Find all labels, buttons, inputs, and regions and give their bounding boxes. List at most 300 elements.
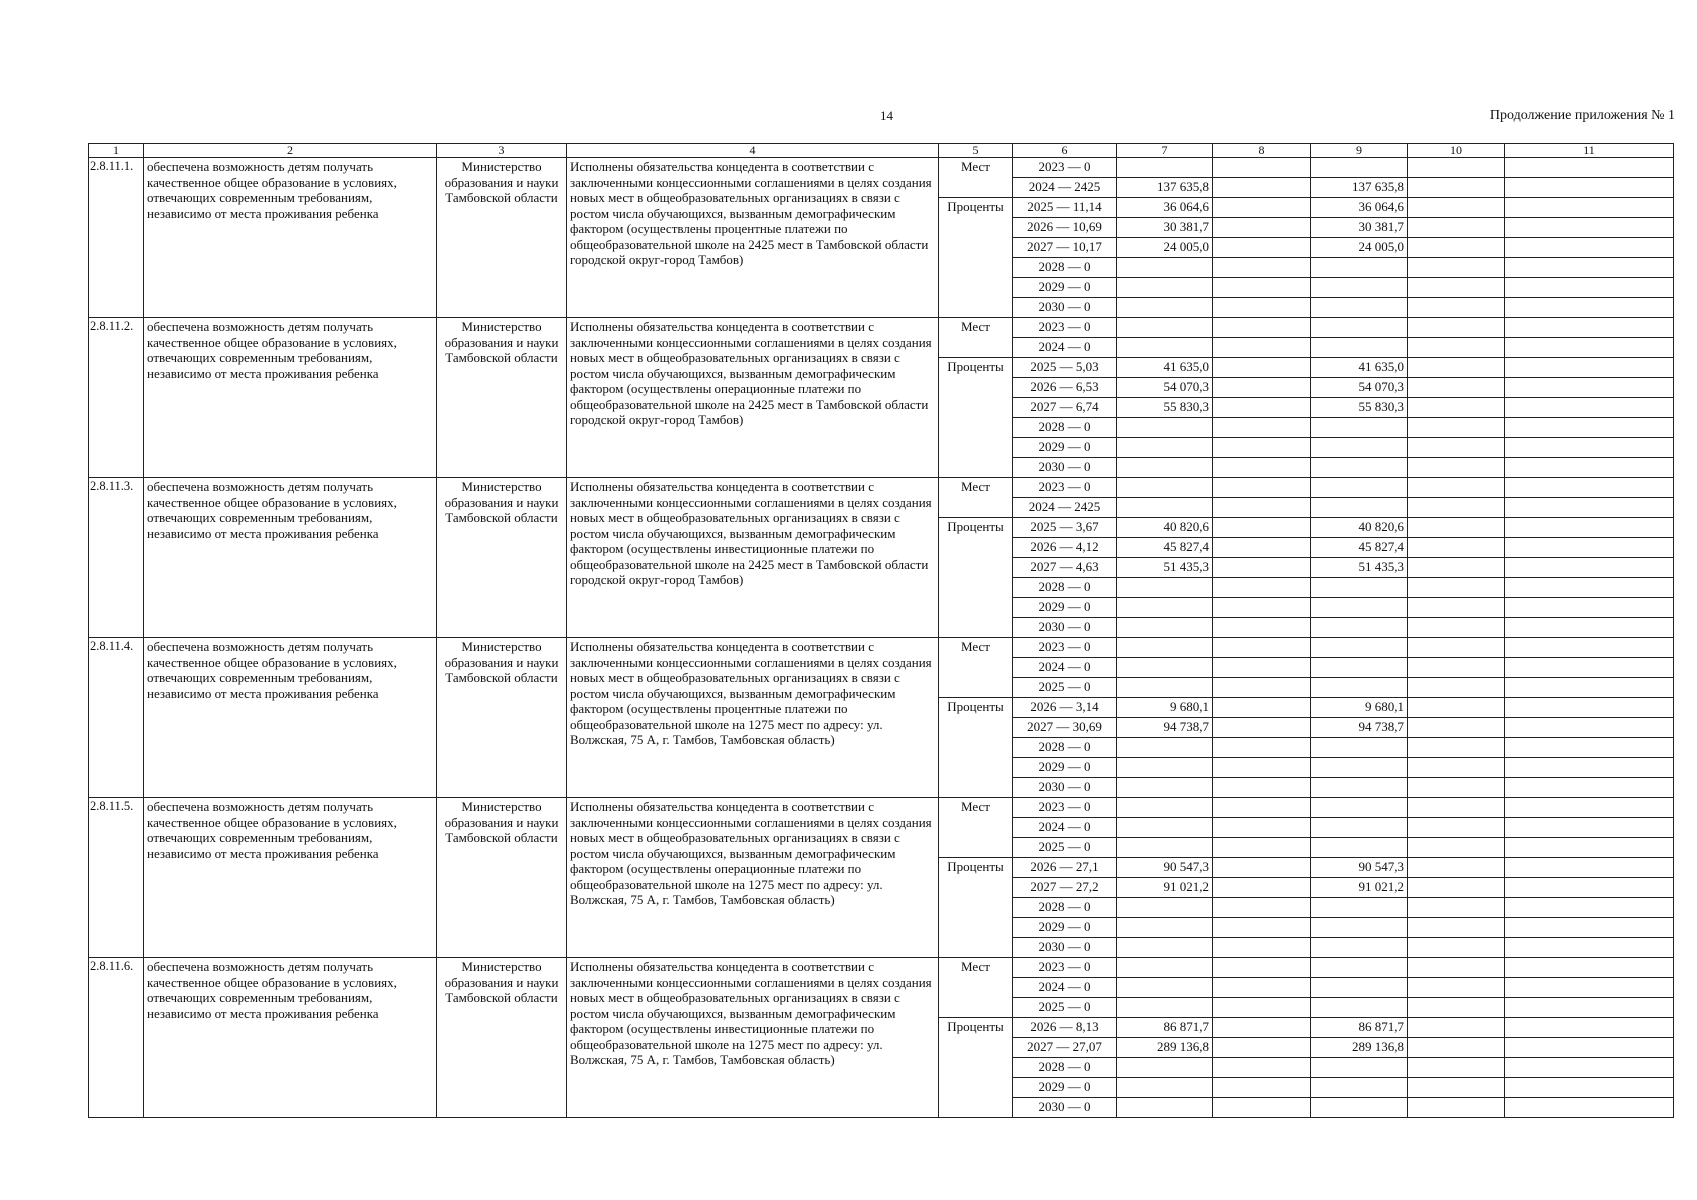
column-7-cell <box>1117 318 1213 338</box>
column-8-cell <box>1213 978 1311 998</box>
column-10-cell <box>1408 938 1505 958</box>
column-7-cell <box>1117 658 1213 678</box>
column-11-cell <box>1505 318 1674 338</box>
column-9-cell <box>1311 778 1408 798</box>
column-7-cell: 36 064,6 <box>1117 198 1213 218</box>
column-8-cell <box>1213 698 1311 718</box>
column-11-cell <box>1505 338 1674 358</box>
column-10-cell <box>1408 298 1505 318</box>
column-7-cell: 45 827,4 <box>1117 538 1213 558</box>
measures-table <box>88 143 1674 1118</box>
column-11-cell <box>1505 838 1674 858</box>
column-number: 3 <box>437 144 567 158</box>
column-8-cell <box>1213 498 1311 518</box>
table-row <box>89 158 1674 178</box>
year-value-cell: 2024 — 0 <box>1013 818 1117 838</box>
column-11-cell <box>1505 398 1674 418</box>
column-9-cell <box>1311 278 1408 298</box>
year-value-cell: 2025 — 0 <box>1013 678 1117 698</box>
table-row <box>89 478 1674 498</box>
column-8-cell <box>1213 918 1311 938</box>
column-10-cell <box>1408 1058 1505 1078</box>
column-8-cell <box>1213 1018 1311 1038</box>
column-8-cell <box>1213 818 1311 838</box>
column-11-cell <box>1505 218 1674 238</box>
column-7-cell: 137 635,8 <box>1117 178 1213 198</box>
year-value-cell: 2027 — 4,63 <box>1013 558 1117 578</box>
column-8-cell <box>1213 718 1311 738</box>
column-9-cell <box>1311 678 1408 698</box>
unit-places-cell: Мест <box>939 798 1013 858</box>
column-11-cell <box>1505 958 1674 978</box>
column-11-cell <box>1505 158 1674 178</box>
column-7-cell <box>1117 338 1213 358</box>
column-9-cell: 51 435,3 <box>1311 558 1408 578</box>
column-11-cell <box>1505 998 1674 1018</box>
column-7-cell <box>1117 798 1213 818</box>
year-value-cell: 2026 — 8,13 <box>1013 1018 1117 1038</box>
column-8-cell <box>1213 878 1311 898</box>
year-value-cell: 2024 — 0 <box>1013 978 1117 998</box>
column-9-cell <box>1311 598 1408 618</box>
column-7-cell <box>1117 978 1213 998</box>
column-7-cell <box>1117 678 1213 698</box>
column-7-cell: 40 820,6 <box>1117 518 1213 538</box>
column-9-cell <box>1311 258 1408 278</box>
column-10-cell <box>1408 498 1505 518</box>
column-7-cell: 51 435,3 <box>1117 558 1213 578</box>
year-value-cell: 2026 — 6,53 <box>1013 378 1117 398</box>
column-11-cell <box>1505 258 1674 278</box>
result-cell: Исполнены обязательства концедента в соответствии с заключенными концессионными соглашениями в целях создания новых мест в общеобразовательных организациях в связи с ростом числа обучающихся, вызванным демографическим фактором (осуществлены процентные платежи по общеобразовательной школе на 1275 мест по адресу: ул. Волжская, 75 А, г. Тамбов, Тамбовская область) <box>567 638 939 798</box>
column-7-cell <box>1117 758 1213 778</box>
unit-places-cell: Мест <box>939 158 1013 198</box>
year-value-cell: 2023 — 0 <box>1013 958 1117 978</box>
column-number: 10 <box>1408 144 1505 158</box>
year-value-cell: 2026 — 10,69 <box>1013 218 1117 238</box>
column-11-cell <box>1505 858 1674 878</box>
column-9-cell <box>1311 158 1408 178</box>
column-7-cell: 41 635,0 <box>1117 358 1213 378</box>
column-8-cell <box>1213 318 1311 338</box>
column-10-cell <box>1408 558 1505 578</box>
column-9-cell <box>1311 418 1408 438</box>
column-7-cell <box>1117 918 1213 938</box>
column-11-cell <box>1505 198 1674 218</box>
column-10-cell <box>1408 958 1505 978</box>
column-7-cell: 94 738,7 <box>1117 718 1213 738</box>
year-value-cell: 2025 — 0 <box>1013 998 1117 1018</box>
column-9-cell <box>1311 478 1408 498</box>
column-11-cell <box>1505 298 1674 318</box>
year-value-cell: 2029 — 0 <box>1013 598 1117 618</box>
column-11-cell <box>1505 358 1674 378</box>
column-11-cell <box>1505 378 1674 398</box>
column-9-cell <box>1311 958 1408 978</box>
column-10-cell <box>1408 978 1505 998</box>
column-number: 5 <box>939 144 1013 158</box>
column-8-cell <box>1213 758 1311 778</box>
column-8-cell <box>1213 858 1311 878</box>
description-cell: обеспечена возможность детям получать качественное общее образование в условиях, отвечающих современным требованиям, независимо от места проживания ребенка <box>144 478 437 638</box>
column-10-cell <box>1408 878 1505 898</box>
column-8-cell <box>1213 478 1311 498</box>
column-9-cell <box>1311 318 1408 338</box>
column-8-cell <box>1213 158 1311 178</box>
year-value-cell: 2028 — 0 <box>1013 258 1117 278</box>
column-11-cell <box>1505 798 1674 818</box>
column-9-cell: 90 547,3 <box>1311 858 1408 878</box>
unit-percent-cell: Проценты <box>939 198 1013 318</box>
column-10-cell <box>1408 398 1505 418</box>
unit-places-cell: Мест <box>939 958 1013 1018</box>
column-9-cell: 45 827,4 <box>1311 538 1408 558</box>
column-9-cell <box>1311 918 1408 938</box>
column-9-cell <box>1311 458 1408 478</box>
column-7-cell <box>1117 898 1213 918</box>
column-10-cell <box>1408 738 1505 758</box>
column-number: 7 <box>1117 144 1213 158</box>
description-cell: обеспечена возможность детям получать качественное общее образование в условиях, отвечающих современным требованиям, независимо от места проживания ребенка <box>144 638 437 798</box>
column-7-cell <box>1117 638 1213 658</box>
year-value-cell: 2029 — 0 <box>1013 278 1117 298</box>
continuation-label: Продолжение приложения № 1 <box>1489 108 1675 123</box>
row-number-cell: 2.8.11.5. <box>89 798 144 958</box>
column-8-cell <box>1213 378 1311 398</box>
year-value-cell: 2023 — 0 <box>1013 158 1117 178</box>
column-11-cell <box>1505 698 1674 718</box>
column-9-cell: 289 136,8 <box>1311 1038 1408 1058</box>
description-cell: обеспечена возможность детям получать качественное общее образование в условиях, отвечающих современным требованиям, независимо от места проживания ребенка <box>144 158 437 318</box>
column-11-cell <box>1505 598 1674 618</box>
column-11-cell <box>1505 538 1674 558</box>
year-value-cell: 2026 — 4,12 <box>1013 538 1117 558</box>
column-7-cell <box>1117 958 1213 978</box>
year-value-cell: 2028 — 0 <box>1013 418 1117 438</box>
column-7-cell <box>1117 1058 1213 1078</box>
column-7-cell: 55 830,3 <box>1117 398 1213 418</box>
column-10-cell <box>1408 378 1505 398</box>
column-8-cell <box>1213 938 1311 958</box>
column-8-cell <box>1213 1078 1311 1098</box>
unit-percent-cell: Проценты <box>939 858 1013 958</box>
column-8-cell <box>1213 1038 1311 1058</box>
column-9-cell: 30 381,7 <box>1311 218 1408 238</box>
column-8-cell <box>1213 458 1311 478</box>
column-9-cell <box>1311 298 1408 318</box>
column-9-cell <box>1311 498 1408 518</box>
year-value-cell: 2030 — 0 <box>1013 938 1117 958</box>
column-10-cell <box>1408 618 1505 638</box>
column-7-cell: 90 547,3 <box>1117 858 1213 878</box>
column-10-cell <box>1408 818 1505 838</box>
column-11-cell <box>1505 438 1674 458</box>
table-row <box>89 958 1674 978</box>
column-8-cell <box>1213 778 1311 798</box>
column-7-cell: 91 021,2 <box>1117 878 1213 898</box>
column-11-cell <box>1505 658 1674 678</box>
column-10-cell <box>1408 858 1505 878</box>
year-value-cell: 2029 — 0 <box>1013 758 1117 778</box>
column-11-cell <box>1505 758 1674 778</box>
row-number-cell: 2.8.11.2. <box>89 318 144 478</box>
year-value-cell: 2026 — 27,1 <box>1013 858 1117 878</box>
column-9-cell <box>1311 758 1408 778</box>
column-8-cell <box>1213 558 1311 578</box>
row-number-cell: 2.8.11.1. <box>89 158 144 318</box>
column-9-cell <box>1311 338 1408 358</box>
year-value-cell: 2024 — 0 <box>1013 658 1117 678</box>
column-11-cell <box>1505 638 1674 658</box>
column-11-cell <box>1505 478 1674 498</box>
column-8-cell <box>1213 958 1311 978</box>
column-9-cell: 137 635,8 <box>1311 178 1408 198</box>
column-7-cell <box>1117 298 1213 318</box>
column-7-cell <box>1117 158 1213 178</box>
column-9-cell: 55 830,3 <box>1311 398 1408 418</box>
column-10-cell <box>1408 418 1505 438</box>
year-value-cell: 2023 — 0 <box>1013 478 1117 498</box>
column-11-cell <box>1505 578 1674 598</box>
column-9-cell <box>1311 658 1408 678</box>
column-8-cell <box>1213 638 1311 658</box>
column-7-cell <box>1117 838 1213 858</box>
column-7-cell <box>1117 818 1213 838</box>
column-9-cell: 54 070,3 <box>1311 378 1408 398</box>
column-7-cell: 24 005,0 <box>1117 238 1213 258</box>
column-10-cell <box>1408 758 1505 778</box>
column-9-cell: 9 680,1 <box>1311 698 1408 718</box>
column-7-cell <box>1117 478 1213 498</box>
column-10-cell <box>1408 1098 1505 1118</box>
column-10-cell <box>1408 198 1505 218</box>
column-10-cell <box>1408 278 1505 298</box>
year-value-cell: 2029 — 0 <box>1013 918 1117 938</box>
column-9-cell <box>1311 578 1408 598</box>
column-10-cell <box>1408 478 1505 498</box>
column-11-cell <box>1505 778 1674 798</box>
column-11-cell <box>1505 238 1674 258</box>
column-7-cell <box>1117 618 1213 638</box>
column-9-cell: 91 021,2 <box>1311 878 1408 898</box>
column-8-cell <box>1213 838 1311 858</box>
column-8-cell <box>1213 358 1311 378</box>
result-cell: Исполнены обязательства концедента в соответствии с заключенными концессионными соглашениями в целях создания новых мест в общеобразовательных организациях в связи с ростом числа обучающихся, вызванным демографическим фактором (осуществлены инвестиционные платежи по общеобразовательной школе на 1275 мест по адресу: ул. Волжская, 75 А, г. Тамбов, Тамбовская область) <box>567 958 939 1118</box>
column-7-cell <box>1117 598 1213 618</box>
column-8-cell <box>1213 178 1311 198</box>
column-11-cell <box>1505 618 1674 638</box>
column-8-cell <box>1213 998 1311 1018</box>
column-7-cell <box>1117 418 1213 438</box>
column-7-cell <box>1117 458 1213 478</box>
result-cell: Исполнены обязательства концедента в соответствии с заключенными концессионными соглашениями в целях создания новых мест в общеобразовательных организациях в связи с ростом числа обучающихся, вызванным демографическим фактором (осуществлены операционные платежи по общеобразовательной школе на 1275 мест по адресу: ул. Волжская, 75 А, г. Тамбов, Тамбовская область) <box>567 798 939 958</box>
column-7-cell <box>1117 738 1213 758</box>
column-number: 4 <box>567 144 939 158</box>
column-9-cell <box>1311 938 1408 958</box>
column-11-cell <box>1505 558 1674 578</box>
column-9-cell <box>1311 978 1408 998</box>
column-9-cell <box>1311 1078 1408 1098</box>
year-value-cell: 2030 — 0 <box>1013 458 1117 478</box>
column-10-cell <box>1408 1018 1505 1038</box>
column-11-cell <box>1505 1058 1674 1078</box>
column-10-cell <box>1408 238 1505 258</box>
executor-cell: Министерство образования и науки Тамбовской области <box>437 798 567 958</box>
column-9-cell <box>1311 1098 1408 1118</box>
column-8-cell <box>1213 678 1311 698</box>
unit-places-cell: Мест <box>939 318 1013 358</box>
column-7-cell <box>1117 778 1213 798</box>
column-9-cell: 24 005,0 <box>1311 238 1408 258</box>
column-8-cell <box>1213 658 1311 678</box>
column-8-cell <box>1213 298 1311 318</box>
unit-percent-cell: Проценты <box>939 698 1013 798</box>
column-11-cell <box>1505 1018 1674 1038</box>
year-value-cell: 2030 — 0 <box>1013 1098 1117 1118</box>
column-8-cell <box>1213 418 1311 438</box>
column-9-cell <box>1311 818 1408 838</box>
year-value-cell: 2029 — 0 <box>1013 438 1117 458</box>
column-9-cell <box>1311 798 1408 818</box>
year-value-cell: 2028 — 0 <box>1013 898 1117 918</box>
column-number: 6 <box>1013 144 1117 158</box>
year-value-cell: 2025 — 0 <box>1013 838 1117 858</box>
year-value-cell: 2027 — 27,2 <box>1013 878 1117 898</box>
result-cell: Исполнены обязательства концедента в соответствии с заключенными концессионными соглашениями в целях создания новых мест в общеобразовательных организациях в связи с ростом числа обучающихся, вызванным демографическим фактором (осуществлены инвестиционные платежи по общеобразовательной школе на 2425 мест в Тамбовской области городской округ-город Тамбов) <box>567 478 939 638</box>
column-8-cell <box>1213 218 1311 238</box>
column-8-cell <box>1213 578 1311 598</box>
column-10-cell <box>1408 318 1505 338</box>
description-cell: обеспечена возможность детям получать качественное общее образование в условиях, отвечающих современным требованиям, независимо от места проживания ребенка <box>144 318 437 478</box>
column-9-cell <box>1311 1058 1408 1078</box>
row-number-cell: 2.8.11.4. <box>89 638 144 798</box>
column-9-cell: 36 064,6 <box>1311 198 1408 218</box>
column-9-cell <box>1311 438 1408 458</box>
result-cell: Исполнены обязательства концедента в соответствии с заключенными концессионными соглашениями в целях создания новых мест в общеобразовательных организациях в связи с ростом числа обучающихся, вызванным демографическим фактором (осуществлены процентные платежи по общеобразовательной школе на 2425 мест в Тамбовской области городской округ-город Тамбов) <box>567 158 939 318</box>
description-cell: обеспечена возможность детям получать качественное общее образование в условиях, отвечающих современным требованиям, независимо от места проживания ребенка <box>144 958 437 1118</box>
column-10-cell <box>1408 678 1505 698</box>
column-11-cell <box>1505 518 1674 538</box>
column-9-cell: 94 738,7 <box>1311 718 1408 738</box>
column-number: 8 <box>1213 144 1311 158</box>
table-row <box>89 318 1674 338</box>
executor-cell: Министерство образования и науки Тамбовской области <box>437 158 567 318</box>
column-11-cell <box>1505 718 1674 738</box>
column-9-cell <box>1311 838 1408 858</box>
column-10-cell <box>1408 998 1505 1018</box>
column-number: 9 <box>1311 144 1408 158</box>
column-7-cell: 54 070,3 <box>1117 378 1213 398</box>
column-number: 1 <box>89 144 144 158</box>
column-10-cell <box>1408 698 1505 718</box>
column-9-cell: 40 820,6 <box>1311 518 1408 538</box>
unit-percent-cell: Проценты <box>939 358 1013 478</box>
column-7-cell <box>1117 1098 1213 1118</box>
year-value-cell: 2030 — 0 <box>1013 778 1117 798</box>
year-value-cell: 2030 — 0 <box>1013 618 1117 638</box>
column-10-cell <box>1408 898 1505 918</box>
table-row <box>89 798 1674 818</box>
unit-places-cell: Мест <box>939 638 1013 698</box>
column-11-cell <box>1505 898 1674 918</box>
column-10-cell <box>1408 458 1505 478</box>
column-10-cell <box>1408 718 1505 738</box>
column-10-cell <box>1408 538 1505 558</box>
column-7-cell: 86 871,7 <box>1117 1018 1213 1038</box>
year-value-cell: 2025 — 3,67 <box>1013 518 1117 538</box>
column-10-cell <box>1408 438 1505 458</box>
column-8-cell <box>1213 738 1311 758</box>
row-number-cell: 2.8.11.3. <box>89 478 144 638</box>
column-11-cell <box>1505 818 1674 838</box>
column-11-cell <box>1505 458 1674 478</box>
column-7-cell: 30 381,7 <box>1117 218 1213 238</box>
executor-cell: Министерство образования и науки Тамбовской области <box>437 638 567 798</box>
executor-cell: Министерство образования и науки Тамбовской области <box>437 318 567 478</box>
column-8-cell <box>1213 898 1311 918</box>
year-value-cell: 2023 — 0 <box>1013 798 1117 818</box>
column-9-cell <box>1311 898 1408 918</box>
column-8-cell <box>1213 258 1311 278</box>
column-10-cell <box>1408 518 1505 538</box>
column-8-cell <box>1213 198 1311 218</box>
year-value-cell: 2023 — 0 <box>1013 638 1117 658</box>
column-9-cell <box>1311 638 1408 658</box>
column-11-cell <box>1505 938 1674 958</box>
executor-cell: Министерство образования и науки Тамбовской области <box>437 958 567 1118</box>
column-7-cell <box>1117 278 1213 298</box>
column-10-cell <box>1408 798 1505 818</box>
column-8-cell <box>1213 438 1311 458</box>
column-8-cell <box>1213 598 1311 618</box>
column-11-cell <box>1505 498 1674 518</box>
column-11-cell <box>1505 878 1674 898</box>
column-10-cell <box>1408 778 1505 798</box>
column-8-cell <box>1213 538 1311 558</box>
column-9-cell <box>1311 738 1408 758</box>
column-10-cell <box>1408 358 1505 378</box>
column-8-cell <box>1213 798 1311 818</box>
column-11-cell <box>1505 978 1674 998</box>
year-value-cell: 2027 — 27,07 <box>1013 1038 1117 1058</box>
column-number: 11 <box>1505 144 1674 158</box>
column-8-cell <box>1213 338 1311 358</box>
column-10-cell <box>1408 578 1505 598</box>
column-9-cell <box>1311 998 1408 1018</box>
column-11-cell <box>1505 918 1674 938</box>
unit-percent-cell: Проценты <box>939 518 1013 638</box>
column-7-cell <box>1117 1078 1213 1098</box>
column-number: 2 <box>144 144 437 158</box>
column-7-cell <box>1117 938 1213 958</box>
column-8-cell <box>1213 238 1311 258</box>
year-value-cell: 2025 — 11,14 <box>1013 198 1117 218</box>
year-value-cell: 2028 — 0 <box>1013 738 1117 758</box>
year-value-cell: 2029 — 0 <box>1013 1078 1117 1098</box>
result-cell: Исполнены обязательства концедента в соответствии с заключенными концессионными соглашениями в целях создания новых мест в общеобразовательных организациях в связи с ростом числа обучающихся, вызванным демографическим фактором (осуществлены операционные платежи по общеобразовательной школе на 2425 мест в Тамбовской области городской округ-город Тамбов) <box>567 318 939 478</box>
year-value-cell: 2027 — 6,74 <box>1013 398 1117 418</box>
column-11-cell <box>1505 1078 1674 1098</box>
column-10-cell <box>1408 1038 1505 1058</box>
table-row <box>89 638 1674 658</box>
column-8-cell <box>1213 398 1311 418</box>
executor-cell: Министерство образования и науки Тамбовской области <box>437 478 567 638</box>
column-10-cell <box>1408 178 1505 198</box>
column-8-cell <box>1213 1058 1311 1078</box>
column-7-cell: 9 680,1 <box>1117 698 1213 718</box>
column-8-cell <box>1213 618 1311 638</box>
column-10-cell <box>1408 838 1505 858</box>
